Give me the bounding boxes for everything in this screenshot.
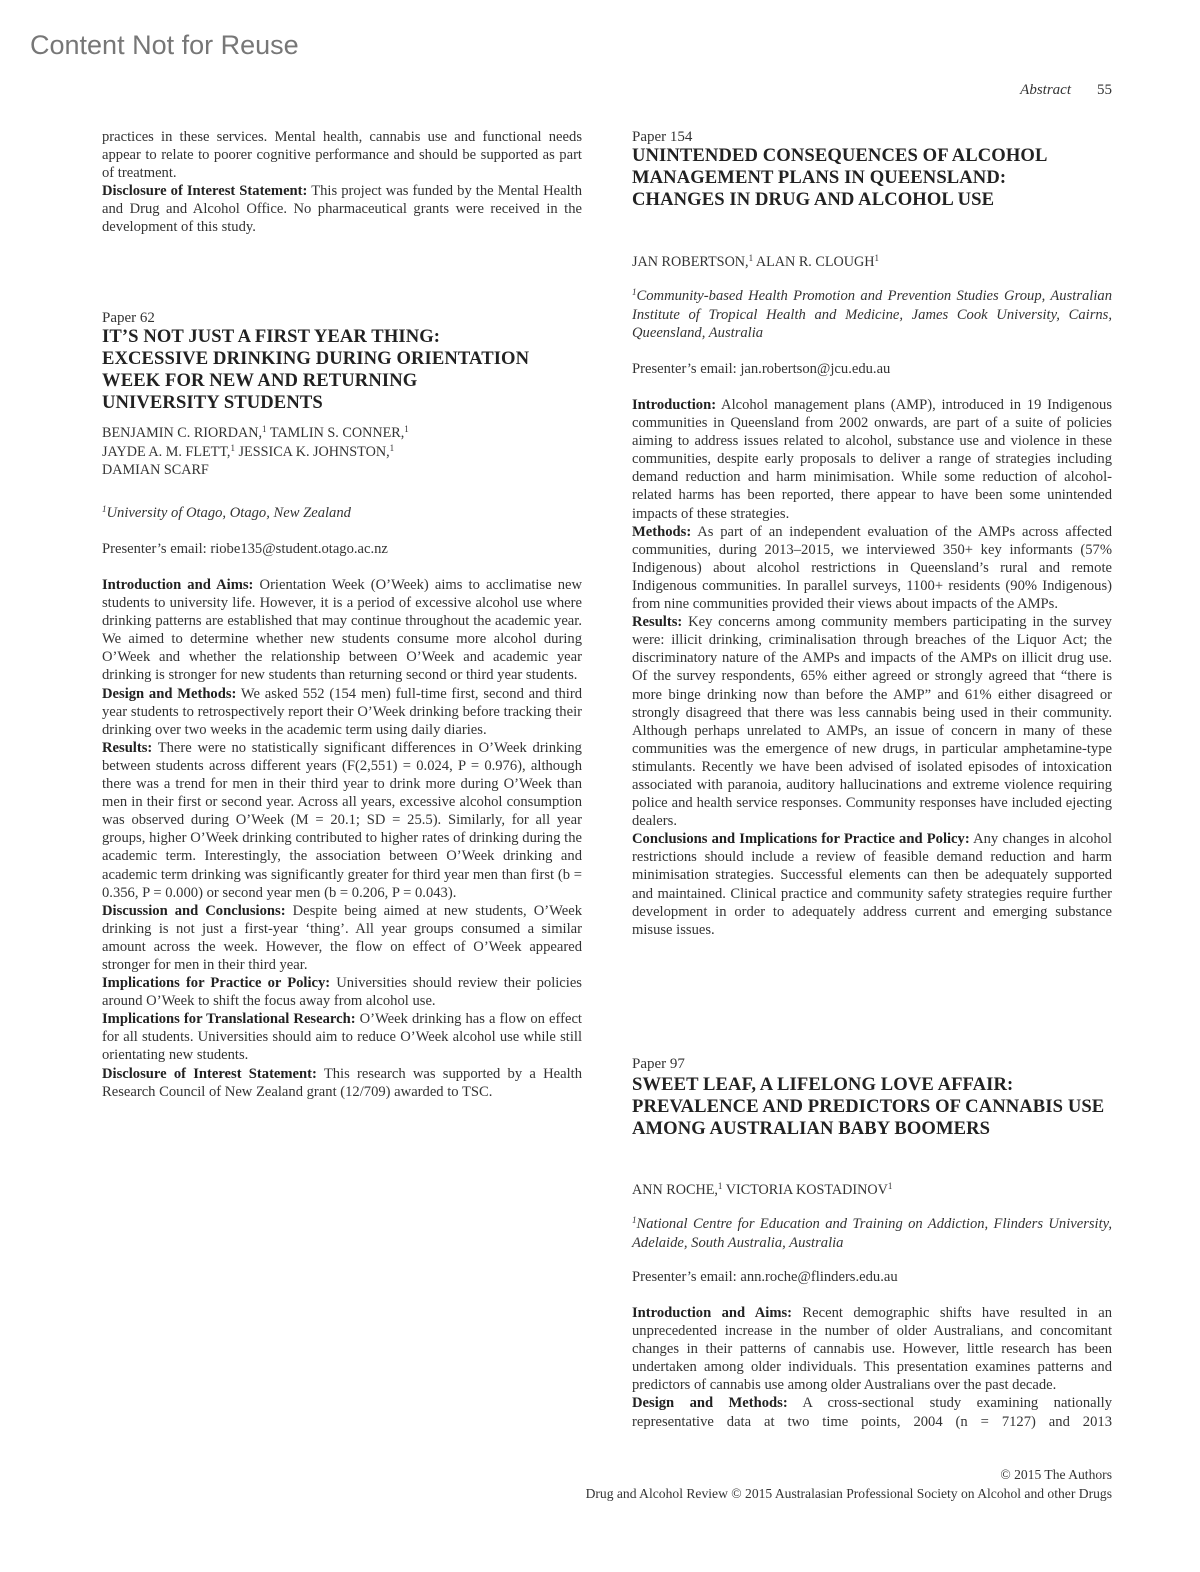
paragraph: Discussion and Conclusions: Despite being aimed at new students, O’Week drinking is not just a first-year ‘thing’. All year groups consumed a similar amount across the week. However, the flow on effect of O’Week appeared stronger for men in their third year. — [102, 902, 582, 973]
journal-copyright: Drug and Alcohol Review © 2015 Australasian Professional Society on Alcohol and other Drugs — [585, 1486, 1112, 1501]
paper-title: UNINTENDED CONSEQUENCES OF ALCOHOL MANAGEMENT PLANS IN QUEENSLAND: CHANGES IN DRUG AND ALCOHOL USE — [632, 145, 1047, 210]
paragraph: Disclosure of Interest Statement: This research was supported by a Health Research Council of New Zealand grant (12/709) awarded to TSC. — [102, 1065, 582, 1100]
affiliation: $^1$University of Otago, Otago, New Zealand — [102, 504, 351, 521]
paragraph: Introduction and Aims: Recent demographic shifts have resulted in an unprecedented increase in the number of older Australians, and concomitant changes in their patterns of cannabis use. However, little research has been undertaken among older individuals. This presentation examines patterns and predictors of cannabis use among older Australians over the past decade. — [632, 1305, 1112, 1394]
paper-label: Paper 154 — [632, 129, 693, 145]
paragraph: Design and Methods: A cross-sectional study examining nationally representative data at two time points, 2004 (n = 7127) and 2013 — [632, 1395, 1113, 1430]
header-section: Abstract — [1020, 82, 1071, 98]
paragraph: Results: Key concerns among community members participating in the survey were: illicit drinking, criminalisation through breaches of the Liquor Act; the discriminatory nature of the AMPs and impacts of the AMPs on illicit drug use. Of the survey respondents, 65% either agreed or strongly agreed that “there is more binge drinking now than before the AMP” and 61% either disagreed or strongly disagreed that there was less cannabis being used in their community. Although perhaps unrelated to AMPs, an issue of concern in many of these communities was the emergence of new drugs, in particular amphetamine-type stimulants. Recently we have been advised of isolated episodes of intoxication associated with paranoia, auditory hallucinations and extreme violence requiring police and health service responses. Community responses have included ejecting dealers. — [632, 614, 1112, 830]
abstract-body — [102, 576, 582, 1101]
continuation-text — [102, 128, 582, 237]
author-list: ANN ROCHE,$^1$ VICTORIA KOSTADINOV$^1$ — [632, 1181, 893, 1198]
affiliation: $^1$National Centre for Education and Training on Addiction, Flinders University, Adelaide, South Australia, Australia — [632, 1215, 1112, 1251]
paragraph: Design and Methods: We asked 552 (154 men) full-time first, second and third year students to retrospectively report their O’Week drinking before tracking their drinking over two weeks in the academic term using daily diaries. — [102, 685, 583, 738]
paragraph: Implications for Practice or Policy: Universities should review their policies around O’Week to shift the focus away from alcohol use. — [102, 975, 582, 1010]
paragraph: Disclosure of Interest Statement: This project was funded by the Mental Health and Drug and Alcohol Office. No pharmaceutical grants were received in the development of this study. — [102, 183, 582, 236]
paragraph: Introduction: Alcohol management plans (AMP), introduced in 19 Indigenous communities in Queensland from 2002 onwards, are part of a suite of policies aiming to address issues related to alcohol, substance use and violence in these communities, despite early proposals to deliver a range of strategies including demand reduction and harm minimisation. While some reduction of alcohol-related harms has been reported, there appear to have been some unintended impacts of these strategies. — [632, 397, 1113, 522]
section-label: Disclosure of Interest Statement: — [102, 183, 308, 200]
paper-title: IT’S NOT JUST A FIRST YEAR THING: EXCESSIVE DRINKING DURING ORIENTATION WEEK FOR NEW AND RETURNING UNIVERSITY STUDENTS — [102, 326, 530, 413]
presenter-email: Presenter’s email: ann.roche@flinders.edu.au — [632, 1269, 898, 1285]
abstract-body — [632, 396, 1112, 939]
presenter-email: Presenter’s email: riobe135@student.otago.ac.nz — [102, 541, 388, 557]
running-header — [1020, 82, 1112, 99]
presenter-email: Presenter’s email: jan.robertson@jcu.edu.au — [632, 361, 891, 377]
paragraph: Conclusions and Implications for Practice and Policy: Any changes in alcohol restrictions should include a review of feasible demand reduction and harm minimisation strategies. Successful elements can then be adequately supported and maintained. Clinical practice and community safety strategies require further development in order to adequately address current and emerging substance misuse issues. — [632, 831, 1113, 938]
copyright-authors: © 2015 The Authors — [1000, 1467, 1112, 1482]
paragraph: Methods: As part of an independent evaluation of the AMPs across affected communities, during 2013–2015, we interviewed 350+ key informants (57% Indigenous) about alcohol restrictions in Queensland’s rural and remote Indigenous communities. In parallel surveys, 1100+ residents (90% Indigenous) from nine communities provided their views about impacts of the AMPs. — [632, 523, 1113, 613]
paragraph: Results: There were no statistically significant differences in O’Week drinking between students across different years (F(2,551) = 0.024, P = 0.976), although there was a trend for men in their third year to drink more during O’Week than men in their first or second year. Across all years, excessive alcohol consumption was observed during O’Week (M = 20.1; SD = 25.5). Similarly, for all year groups, higher O’Week drinking contributed to higher rates of drinking during the academic term. Interestingly, the association between O’Week drinking and academic term drinking was significantly greater for third year men than first (b = 0.356, P = 0.000) or second year men (b = 0.206, P = 0.043). — [102, 739, 582, 901]
abstract-body — [632, 1304, 1112, 1431]
paper-label: Paper 97 — [632, 1056, 685, 1072]
author-list: JAN ROBERTSON,$^1$ ALAN R. CLOUGH$^1$ — [632, 253, 879, 270]
paragraph: Introduction and Aims: Orientation Week (O’Week) aims to acclimatise new students to university life. However, it is a period of excessive alcohol use where drinking patterns are established that may continue throughout the academic year. We aimed to determine whether new students consume more alcohol during O’Week and whether the relationship between O’Week and academic year drinking is stronger for new students than returning second or third year students. — [102, 577, 583, 684]
watermark: Content Not for Reuse — [30, 30, 299, 60]
page-number: 55 — [1097, 82, 1112, 98]
paragraph: Implications for Translational Research: O’Week drinking has a flow on effect for all students. Universities should aim to reduce O’Week alcohol use while still orientating new students. — [102, 1011, 582, 1064]
author-list: BENJAMIN C. RIORDAN,$^1$ TAMLIN S. CONNER,$^1$ JAYDE A. M. FLETT,$^1$ JESSICA K. JOHNSTON,$^1$ DAMIAN SCARF — [102, 424, 409, 478]
paper-title: SWEET LEAF, A LIFELONG LOVE AFFAIR: PREVALENCE AND PREDICTORS OF CANNABIS USE AMONG AUSTRALIAN BABY BOOMERS — [632, 1074, 1105, 1139]
paragraph: practices in these services. Mental health, cannabis use and functional needs appear to relate to poorer cognitive performance and should be supported as part of treatment. — [102, 129, 582, 182]
paper-label: Paper 62 — [102, 310, 155, 326]
affiliation: $^1$Community-based Health Promotion and Prevention Studies Group, Australian Institute of Tropical Health and Medicine, James Cook University, Cairns, Queensland, Australia — [632, 287, 1112, 341]
